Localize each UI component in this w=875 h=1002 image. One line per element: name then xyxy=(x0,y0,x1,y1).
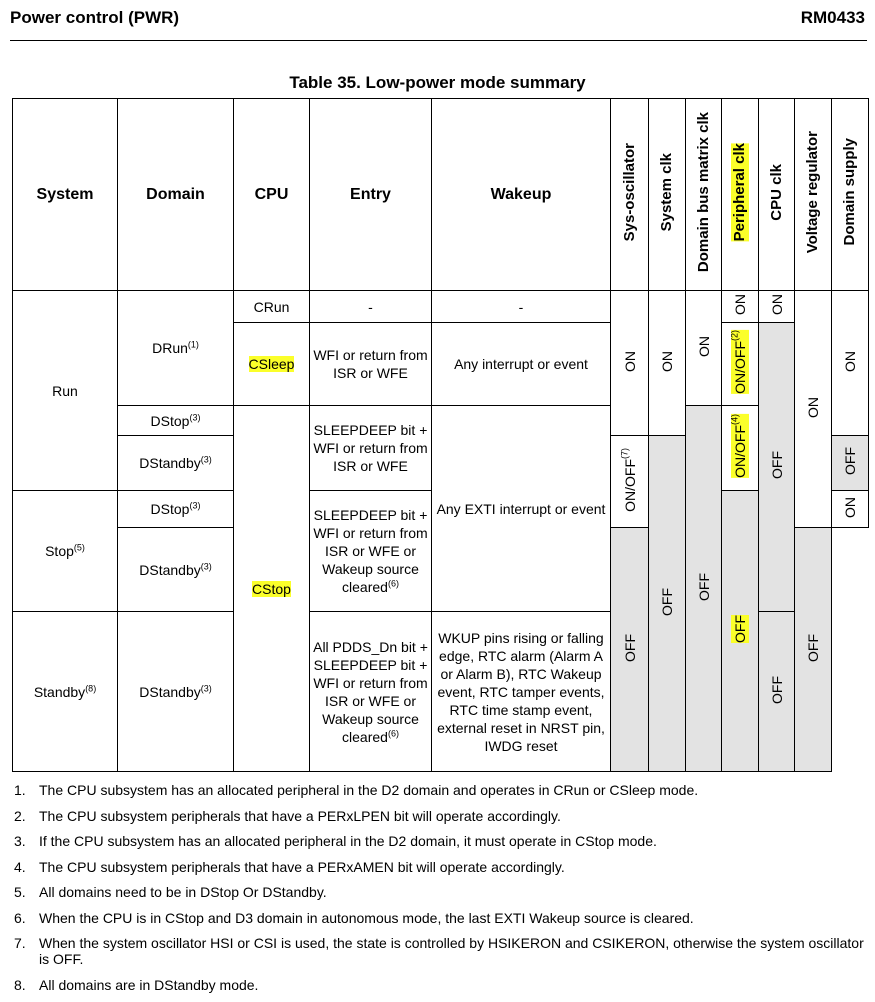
col-header-entry: Entry xyxy=(310,99,432,291)
sys-clk-on: ON xyxy=(649,291,686,436)
bus-clk-off: OFF xyxy=(686,406,722,772)
col-header-wakeup: Wakeup xyxy=(432,99,611,291)
col-header-cpu: CPU xyxy=(234,99,310,291)
periph-clk-off: OFF xyxy=(722,491,759,772)
col-header-voltage-regulator: Voltage regulator xyxy=(795,99,832,291)
vreg-on: ON xyxy=(795,291,832,528)
cpu-crun: CRun xyxy=(234,291,310,323)
sys-osc-off: OFF xyxy=(759,612,795,772)
section-title: Power control (PWR) xyxy=(10,8,180,27)
col-header-peripheral-clk: Peripheral clk xyxy=(722,99,759,291)
footnotes xyxy=(14,782,864,1002)
entry-csleep: WFI or return from ISR or WFE xyxy=(310,323,432,406)
dsupply-on-stop: ON xyxy=(832,491,869,528)
cpu-clk-off: OFF xyxy=(759,323,795,612)
system-standby: Standby$^{(8)}$ xyxy=(13,612,118,772)
wakeup-crun: - xyxy=(432,291,611,323)
table-row xyxy=(13,291,869,323)
domain-dstandby-run: DStandby$^{(3)}$ xyxy=(118,436,234,491)
col-header-sys-oscillator: Sys-oscillator xyxy=(611,99,649,291)
col-header-system-clk: System clk xyxy=(649,99,686,291)
footnote: 6. When the CPU is in CStop and D3 domain in autonomous mode, the last EXTI Wakeup source is cleared. xyxy=(14,909,694,926)
wakeup-standby: WKUP pins rising or falling edge, RTC alarm (Alarm A or Alarm B), RTC Wakeup event, RTC tamper events, RTC time stamp event, external reset in NRST pin, IWDG reset xyxy=(432,612,611,772)
footnote: 8. All domains are in DStandby mode. xyxy=(14,976,259,993)
periph-clk-on-off-4: ON/OFF$^{(4)}$ xyxy=(722,406,759,491)
dsupply-off-run: OFF xyxy=(832,436,869,491)
entry-standby: All PDDS_Dn bit + SLEEPDEEP bit + WFI or return from ISR or WFE or Wakeup source cleared$^{(6)}$ xyxy=(310,612,432,772)
col-header-domain-bus-matrix-clk: Domain bus matrix clk xyxy=(686,99,722,291)
document-id: RM0433 xyxy=(800,8,865,27)
entry-dstop-run: SLEEPDEEP bit + WFI or return from ISR or WFE xyxy=(310,406,432,491)
domain-drun: DRun$^{(1)}$ xyxy=(118,291,234,406)
bus-clk-on: ON xyxy=(686,291,722,406)
header-rule xyxy=(10,40,867,41)
system-stop: Stop$^{(5)}$ xyxy=(13,491,118,612)
col-header-domain-supply: Domain supply xyxy=(832,99,869,291)
footnote: 2. The CPU subsystem peripherals that have a PERxLPEN bit will operate accordingly. xyxy=(14,807,561,824)
sys-osc-on-off-7: ON/OFF$^{(7)}$ xyxy=(611,436,649,528)
footnote: 3. If the CPU subsystem has an allocated peripheral in the D2 domain, it must operate in CStop mode. xyxy=(14,833,657,849)
wakeup-csleep: Any interrupt or event xyxy=(432,323,611,406)
header-row xyxy=(13,99,869,291)
col-header-system: System xyxy=(13,99,118,291)
domain-dstop-stop: DStop$^{(3)}$ xyxy=(118,491,234,528)
domain-dstandby-standby: DStandby$^{(3)}$ xyxy=(118,612,234,772)
table-row xyxy=(13,406,869,436)
footnote: 4. The CPU subsystem peripherals that have a PERxAMEN bit will operate accordingly. xyxy=(14,858,565,875)
dsupply-on-run: ON xyxy=(832,291,869,436)
entry-crun: - xyxy=(310,291,432,323)
low-power-mode-table xyxy=(12,98,869,772)
table-caption: Table 35. Low-power mode summary xyxy=(289,73,586,92)
periph-clk-on: ON xyxy=(722,291,759,323)
vreg-off: OFF xyxy=(611,528,649,772)
wakeup-exti: Any EXTI interrupt or event xyxy=(432,406,611,612)
periph-clk-on-off-2: ON/OFF$^{(2)}$ xyxy=(722,323,759,406)
sys-osc-on: ON xyxy=(611,291,649,436)
cpu-clk-on: ON xyxy=(759,291,795,323)
entry-stop: SLEEPDEEP bit + WFI or return from ISR or WFE or Wakeup source cleared$^{(6)}$ xyxy=(310,491,432,612)
col-header-cpu-clk: CPU clk xyxy=(759,99,795,291)
footnote: 1. The CPU subsystem has an allocated peripheral in the D2 domain and operates in CRun or CSleep mode. xyxy=(14,782,699,798)
domain-dstop-run: DStop$^{(3)}$ xyxy=(118,406,234,436)
footnote: 7. When the system oscillator HSI or CSI is used, the state is controlled by HSIKERON and CSIKERON, otherwise the system oscillator is OFF. xyxy=(14,935,864,967)
cpu-csleep: CSleep xyxy=(234,323,310,406)
domain-dstandby-stop: DStandby$^{(3)}$ xyxy=(118,528,234,612)
footnote: 5. All domains need to be in DStop Or DStandby. xyxy=(14,884,327,900)
sys-clk-off: OFF xyxy=(649,436,686,772)
cpu-cstop: CStop xyxy=(234,406,310,772)
system-run: Run xyxy=(13,291,118,491)
col-header-domain: Domain xyxy=(118,99,234,291)
dsupply-off: OFF xyxy=(795,528,832,772)
